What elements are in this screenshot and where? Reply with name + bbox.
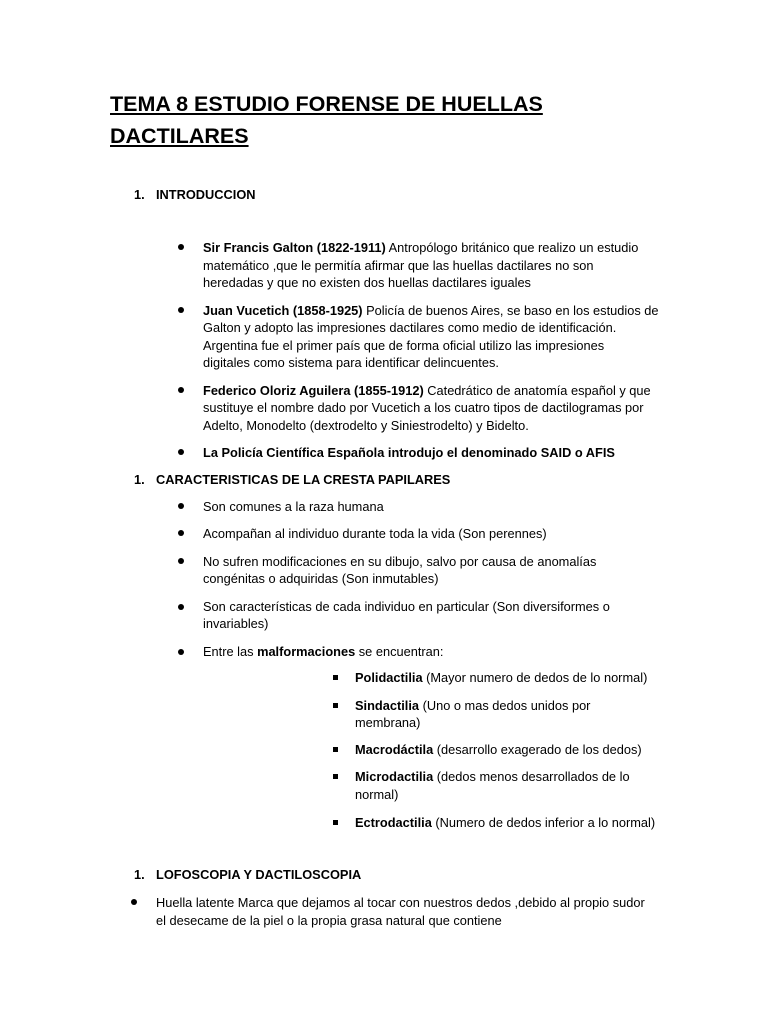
subitem-line [355, 697, 590, 715]
section-number: 1. [134, 187, 145, 202]
bullet-icon [178, 558, 184, 564]
subitem-bold-term: Macrodáctila [355, 742, 434, 757]
bullet-line: invariables) [203, 616, 269, 631]
bullet-bold-term: Federico Oloriz Aguilera (1855-1912) [203, 383, 424, 398]
bullet-icon [131, 899, 137, 905]
bullet-icon [178, 307, 184, 313]
bullet-line [203, 643, 443, 661]
subitem-line [355, 814, 655, 832]
subitem-bold-term: Ectrodactilia [355, 815, 432, 830]
bullet-line: Adelto, Monodelto (dextrodelto y Siniestrodelto) y Bidelto. [203, 418, 529, 433]
subitem-line: normal) [355, 787, 399, 802]
document-title [110, 88, 670, 152]
bullet-line: congénitas o adquiridas (Son inmutables) [203, 571, 439, 586]
bullet-line: Huella latente Marca que dejamos al tocar con nuestros dedos ,debido al propio sudor [156, 895, 645, 910]
bullet-line: sustituye el nombre dado por Vucetich a los cuatro tipos de dactilogramas por [203, 400, 644, 415]
bullet-line: Son comunes a la raza humana [203, 499, 384, 514]
bullet-line [203, 302, 659, 320]
bullet-text: Entre las [203, 644, 258, 659]
subitem-text: (dedos menos desarrollados de lo [433, 769, 630, 784]
subitem-text: (Uno o mas dedos unidos por [419, 698, 591, 713]
bullet-icon [178, 387, 184, 393]
bullet-line: No sufren modificaciones en su dibujo, salvo por causa de anomalías [203, 554, 597, 569]
section-number: 1. [134, 867, 145, 882]
subitem-bold-term: Microdactilia [355, 769, 434, 784]
subitem-line: membrana) [355, 715, 421, 730]
title-line-2: DACTILARES [110, 124, 249, 148]
bullet-text: Antropólogo británico que realizo un estudio [385, 240, 639, 255]
subitem-text: (Mayor numero de dedos de lo normal) [422, 670, 648, 685]
subitem-bold-term: Sindactilia [355, 698, 420, 713]
title-line-1: TEMA 8 ESTUDIO FORENSE DE HUELLAS [110, 92, 543, 116]
bullet-bold-term: malformaciones [257, 644, 356, 659]
bullet-line: Son características de cada individuo en particular (Son diversiformes o [203, 599, 610, 614]
subitem-text: (Numero de dedos inferior a lo normal) [431, 815, 656, 830]
bullet-text: Policía de buenos Aires, se baso en los estudios de [362, 303, 659, 318]
section-number: 1. [134, 472, 145, 487]
section-heading-lofoscopia: LOFOSCOPIA Y DACTILOSCOPIA [156, 867, 362, 882]
bullet-text: se encuentran: [355, 644, 444, 659]
bullet-line [203, 382, 651, 400]
subitem-line [355, 669, 647, 687]
square-bullet-icon [333, 747, 338, 752]
bullet-icon [178, 604, 184, 610]
bullet-line: matemático ,que le permitía afirmar que las huellas dactilares no son [203, 258, 594, 273]
bullet-line: Acompañan al individuo durante toda la vida (Son perennes) [203, 526, 547, 541]
bullet-bold-term: Juan Vucetich (1858-1925) [203, 303, 363, 318]
square-bullet-icon [333, 774, 338, 779]
section-heading-introduccion: INTRODUCCION [156, 187, 256, 202]
square-bullet-icon [333, 703, 338, 708]
bullet-line: Argentina fue el primer país que de forma oficial utilizo las impresiones [203, 338, 605, 353]
bullet-icon [178, 244, 184, 250]
bullet-line: el desecame de la piel o la propia grasa natural que contiene [156, 913, 502, 928]
bullet-icon [178, 449, 184, 455]
bullet-line: heredadas y que no existen dos huellas dactilares iguales [203, 275, 531, 290]
subitem-text: (desarrollo exagerado de los dedos) [433, 742, 642, 757]
subitem-bold-term: Polidactilia [355, 670, 423, 685]
subitem-line [355, 768, 630, 786]
bullet-line: Galton y adopto las impresiones dactilares como medio de identificación. [203, 320, 617, 335]
bullet-line: digitales como sistema para identificar delincuentes. [203, 355, 499, 370]
bullet-line: La Policía Científica Española introdujo el denominado SAID o AFIS [203, 445, 615, 460]
square-bullet-icon [333, 675, 338, 680]
bullet-line [203, 239, 638, 257]
bullet-text: Catedrático de anatomía español y que [423, 383, 651, 398]
bullet-icon [178, 530, 184, 536]
square-bullet-icon [333, 820, 338, 825]
section-heading-caracteristicas: CARACTERISTICAS DE LA CRESTA PAPILARES [156, 472, 451, 487]
bullet-icon [178, 649, 184, 655]
bullet-icon [178, 503, 184, 509]
subitem-line [355, 741, 642, 759]
bullet-bold-term: Sir Francis Galton (1822-1911) [203, 240, 386, 255]
